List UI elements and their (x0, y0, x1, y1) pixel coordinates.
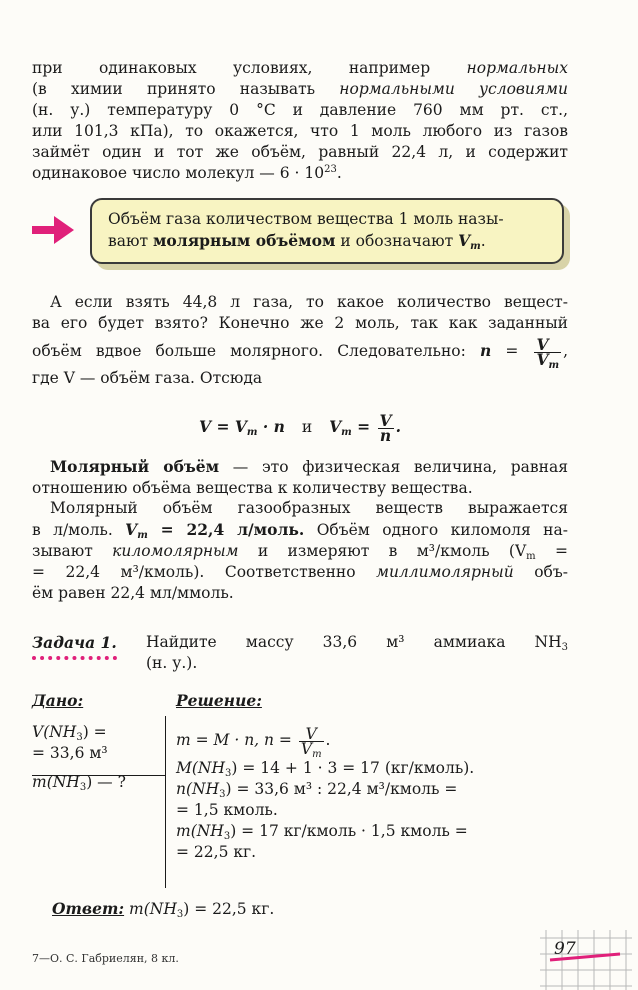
formula-line: $V = V_m \cdot n$ и $V_m$ = $\frac{V}{n}$ . (199, 410, 401, 445)
page-number: 97 (554, 939, 576, 959)
answer-line: Ответ: $m(NH_3) = 22,5$ кг. (52, 899, 275, 920)
definition-box: Объём газа количеством вещества 1 моль назы- вают молярным объёмом и обозначают $V_m$. (90, 198, 564, 264)
paragraph-4: Молярный объём газообразных веществ выражается в л/моль. $V_m = 22,4$ л/моль. Объём одного киломоля на- зывают киломолярным и измеряют в м³/кмоль ($V_m$ = = 22,4 м³/кмоль). Соответственно миллимолярный объ- ём равен 22,4 мл/ммоль. (32, 499, 568, 602)
page-number-grid (540, 930, 632, 990)
solution-block: m = M · n, n = $\frac{V}{V_m}$ . $M(NH_3) = 14 + 1 \cdot 3 = 17$ (кг/кмоль). $n(NH_3) = 33,6$ м³ : 22,4 м³/кмоль = = 1,5 кмоль. $m(NH_3) = 17$ кг/кмоль · 1,5 кмоль = = 22,5 кг. (176, 724, 475, 861)
task-label: Задача 1. (32, 632, 117, 660)
pink-arrow-icon (30, 213, 76, 247)
task-text: Найдите массу 33,6 м³ аммиака $NH_3$ (н. у.). (146, 633, 568, 672)
vertical-divider (165, 716, 166, 888)
paragraph-3: Молярный объём — это физическая величина, равная отношению объёма вещества к количеству вещества. (32, 457, 568, 497)
fraction: $\frac{V}{V_m}$ (300, 724, 322, 760)
solution-label: Решение: (176, 691, 262, 710)
paragraph-2: А если взять 44,8 л газа, то какое количество вещест- ва его будет взято? Конечно же 2 моль, так как заданный объём вдвое больше молярного. Следовательно: n = $\frac{V}{V_m}$ , где V — объём газа. Отсюда (32, 293, 568, 387)
fraction: $\frac{V}{V_m}$ (536, 334, 560, 371)
paragraph-1: при одинаковых условиях, например нормальных (в химии принято называть нормальными условиями (н. у.) температуру 0 °С и давление 760 мм рт. ст., или 101,3 кПа), то окажется, что 1 моль любого из газов займёт один и тот же объём, равный 22,4 л, и содержит одинаковое число молекул — $6 \cdot 10^{23}$. (32, 59, 568, 182)
fraction: $\frac{V}{n}$ (379, 410, 392, 445)
given-block: $V(NH_3)$ = = 33,6 м³ $m(NH_3)$ — ? (32, 723, 126, 793)
footer-credit: 7—О. С. Габриелян, 8 кл. (32, 952, 179, 965)
given-label: Дано: (32, 691, 84, 710)
